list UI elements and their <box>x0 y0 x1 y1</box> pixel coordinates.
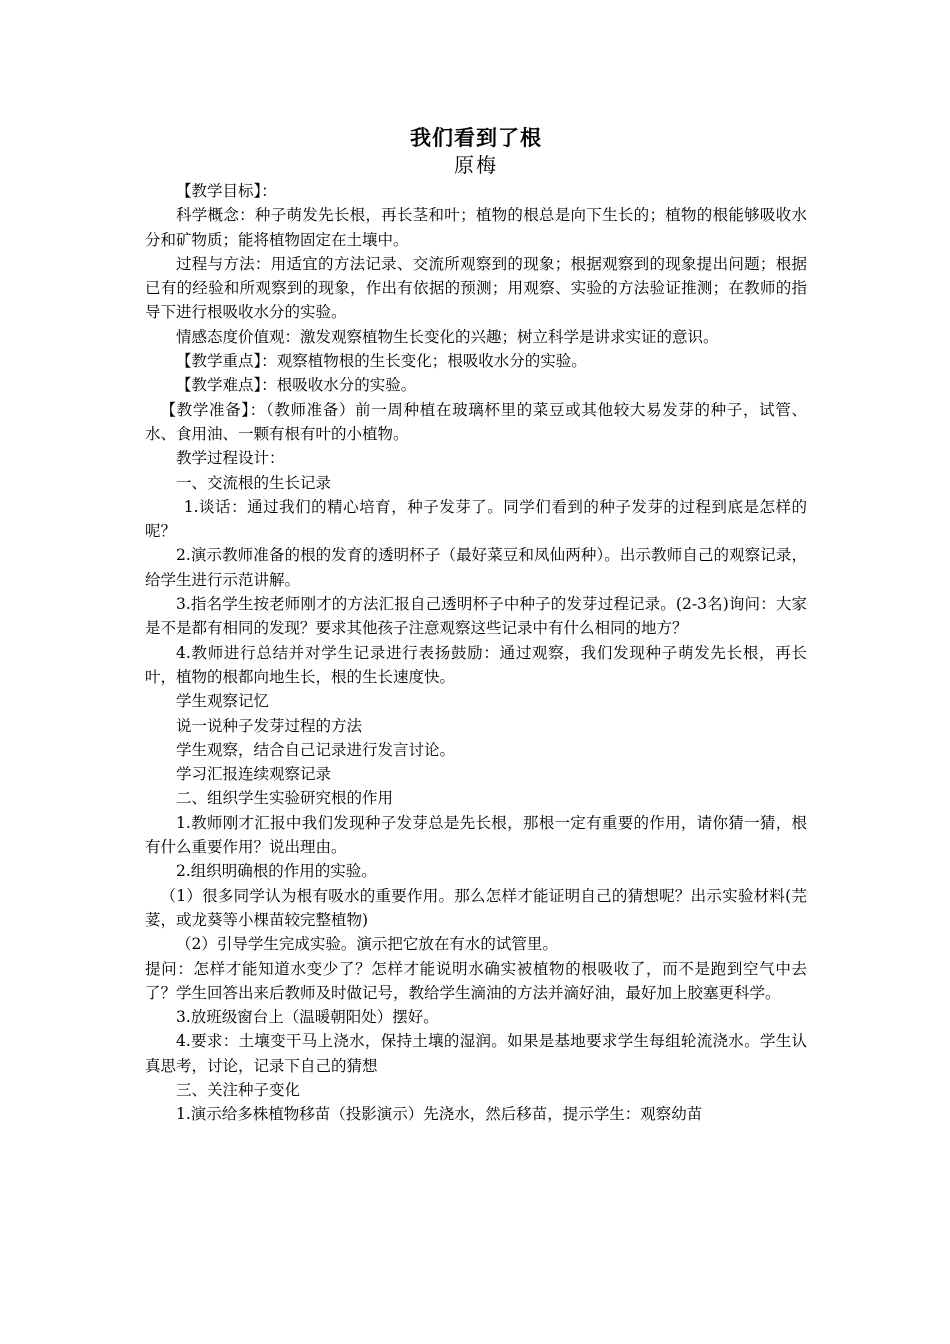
paragraph-step-2-1: 1.教师刚才汇报中我们发现种子发芽总是先长根，那根一定有重要的作用，请你猜一猜，根有什么重要作用？说出理由。 <box>145 813 807 857</box>
paragraph-step-1-1: 1.谈话：通过我们的精心培育，种子发芽了。同学们看到的种子发芽的过程到底是怎样的呢？ <box>145 497 807 541</box>
paragraph-process-method: 过程与方法：用适宜的方法记录、交流所观察到的现象；根据观察到的现象提出问题；根据已有的经验和所观察到的现象，作出有依据的预测；用观察、实验的方法验证推测；在教师的指导下进行根吸收水分的实验。 <box>145 254 807 322</box>
paragraph-step-3-1: 1.演示给多株植物移苗（投影演示）先浇水，然后移苗，提示学生：观察幼苗 <box>176 1105 703 1124</box>
paragraph-student-report: 学习汇报连续观察记录 <box>176 765 332 784</box>
paragraph-step-2-2: 2.组织明确根的作用的实验。 <box>176 862 377 881</box>
paragraph-step-2-4: 4.要求：土壤变干马上浇水，保持土壤的湿润。如果是基地要求学生每组轮流浇水。学生认真思考，讨论，记录下自己的猜想 <box>145 1032 807 1075</box>
paragraph-student-discuss: 学生观察，结合自己记录进行发言讨论。 <box>176 740 456 759</box>
paragraph-process-design: 教学过程设计： <box>176 449 285 468</box>
paragraph-student-observe: 学生观察记忆 <box>176 692 270 711</box>
paragraph-step-2-2-1: （1）很多同学认为根有吸水的重要作用。那么怎样才能证明自己的猜想呢？出示实验材料(芫荽，或龙葵等小棵苗较完整植物) <box>145 886 807 929</box>
section-heading-three: 三、关注种子变化 <box>176 1080 301 1099</box>
paragraph-student-say: 说一说种子发芽过程的方法 <box>176 716 363 735</box>
paragraph-attitude-values: 情感态度价值观：激发观察植物生长变化的兴趣；树立科学是讲求实证的意识。 <box>176 327 719 346</box>
document-author: 原梅 <box>454 153 498 177</box>
paragraph-step-1-3: 3.指名学生按老师刚才的方法汇报自己透明杯子中种子的发芽过程记录。(2-3名)询问：大家是不是都有相同的发现？要求其他孩子注意观察这些记录中有什么相同的地方？ <box>145 595 807 638</box>
section-heading-one: 一、交流根的生长记录 <box>176 473 332 492</box>
section-heading-two: 二、组织学生实验研究根的作用 <box>176 789 394 808</box>
paragraph-step-2-3: 3.放班级窗台上（温暖朝阳处）摆好。 <box>176 1008 439 1027</box>
section-heading-objectives: 【教学目标】： <box>176 182 277 200</box>
document-title: 我们看到了根 <box>410 126 542 150</box>
document-body <box>145 124 807 1127</box>
paragraph-difficulties: 【教学难点】：根吸收水分的实验。 <box>176 376 417 395</box>
paragraph-key-points: 【教学重点】：观察植物根的生长变化；根吸收水分的实验。 <box>176 352 587 371</box>
paragraph-step-2-2-2: （2）引导学生完成实验。演示把它放在有水的试管里。 <box>176 935 558 954</box>
paragraph-preparation: 【教学准备】：（教师准备）前一周种植在玻璃杯里的菜豆或其他较大易发芽的种子，试管、水、食用油、一颗有根有叶的小植物。 <box>145 400 807 443</box>
paragraph-science-concept: 科学概念：种子萌发先长根，再长茎和叶；植物的根总是向下生长的；植物的根能够吸收水分和矿物质；能将植物固定在土壤中。 <box>145 206 807 249</box>
paragraph-question: 提问：怎样才能知道水变少了？怎样才能说明水确实被植物的根吸收了，而不是跑到空气中去了？学生回答出来后教师及时做记号，教给学生滴油的方法并滴好油，最好加上胶塞更科学。 <box>145 959 807 1002</box>
paragraph-step-1-4: 4.教师进行总结并对学生记录进行表扬鼓励：通过观察，我们发现种子萌发先长根，再长叶，植物的根都向地生长，根的生长速度快。 <box>145 643 807 686</box>
paragraph-step-1-2: 2.演示教师准备的根的发育的透明杯子（最好菜豆和凤仙两种）。出示教师自己的观察记录，给学生进行示范讲解。 <box>145 546 807 589</box>
